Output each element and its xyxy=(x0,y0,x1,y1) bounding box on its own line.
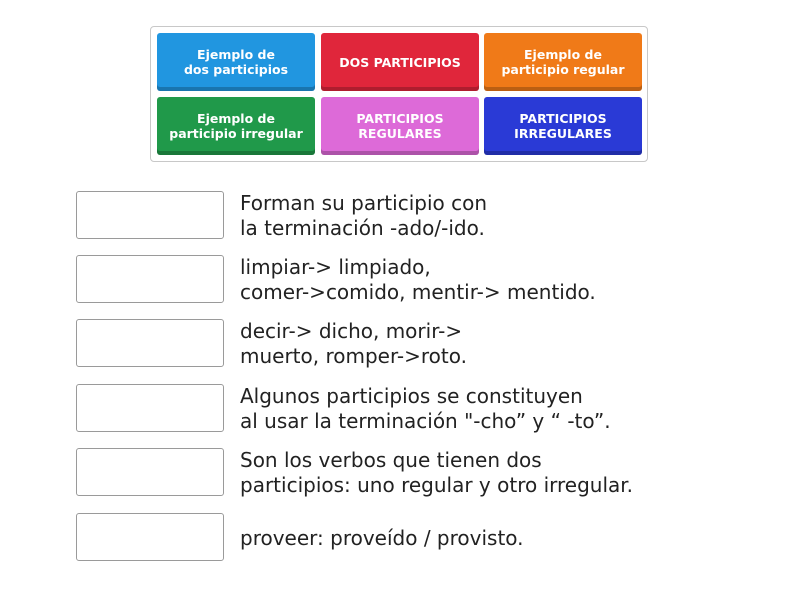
answer-bank xyxy=(150,26,648,162)
match-row xyxy=(76,255,756,305)
drop-slot[interactable] xyxy=(76,384,224,432)
clue-text: Algunos participios se constituyen al usar la terminación "-cho” y “ -to”. xyxy=(240,384,611,433)
drop-slot[interactable] xyxy=(76,319,224,367)
tile-participios-regulares[interactable]: PARTICIPIOS REGULARES xyxy=(321,97,479,155)
match-row xyxy=(76,319,756,369)
drop-slot[interactable] xyxy=(76,448,224,496)
clue-text: decir-> dicho, morir-> muerto, romper->roto. xyxy=(240,319,468,368)
match-row xyxy=(76,513,756,563)
clue-text: limpiar-> limpiado, comer->comido, mentir-> mentido. xyxy=(240,255,596,304)
clue-text: Son los verbos que tienen dos participios: uno regular y otro irregular. xyxy=(240,448,634,497)
match-row xyxy=(76,448,756,498)
drop-slot[interactable] xyxy=(76,191,224,239)
tile-ejemplo-participio-regular[interactable]: Ejemplo de participio regular xyxy=(484,33,642,91)
tile-ejemplo-dos-participios[interactable]: Ejemplo de dos participios xyxy=(157,33,315,91)
clue-text: proveer: proveído / provisto. xyxy=(240,525,524,550)
tile-participios-irregulares[interactable]: PARTICIPIOS IRREGULARES xyxy=(484,97,642,155)
tile-ejemplo-participio-irregular[interactable]: Ejemplo de participio irregular xyxy=(157,97,315,155)
clue-text: Forman su participio con la terminación -ado/-ido. xyxy=(240,191,488,240)
drop-slot[interactable] xyxy=(76,255,224,303)
tile-dos-participios[interactable]: DOS PARTICIPIOS xyxy=(321,33,479,91)
match-row xyxy=(76,384,756,434)
match-row xyxy=(76,191,756,241)
drop-slot[interactable] xyxy=(76,513,224,561)
